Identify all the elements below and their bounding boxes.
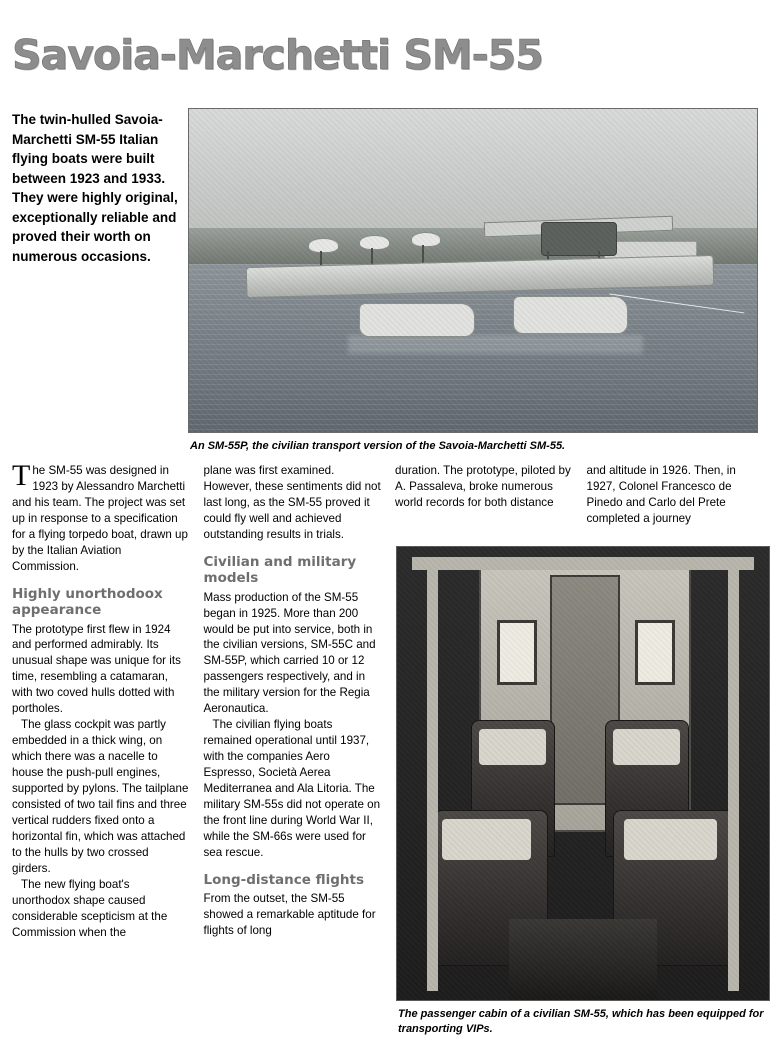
top-block [8,108,766,453]
hull-right [513,296,629,334]
paragraph-text: he SM-55 was designed in 1923 by Alessandro Marchetti and his team. The project was set up in response to a specification for a flying torpedo boat, drawn up by the Italian Aviation Commission. [12,464,188,574]
cabin-figure [396,546,772,1036]
page-title: Savoia-Marchetti SM-55 [12,31,543,80]
engine-nacelle [541,222,617,256]
cabin-frame-right [728,557,739,992]
drop-cap: T [12,459,31,493]
standfirst: The twin-hulled Savoia-Marchetti SM-55 Italian flying boats were built between 1923 and 1933. They were highly original, exceptionally reliable and proved their worth on numerous occasions. [12,111,178,264]
paragraph [12,459,190,575]
cabin-headrest-front-right [624,819,717,860]
paragraph: duration. The prototype, piloted by A. Passaleva, broke numerous world records for both distance [395,464,571,510]
cabin-floor [509,919,658,1001]
article-page [0,27,774,1051]
column-1 [12,459,190,941]
cabin-photo [396,546,770,1001]
paragraph: The new flying boat's unorthodox shape caused considerable scepticism at the Commission when the [12,878,168,940]
paragraph: From the outset, the SM-55 showed a remarkable aptitude for flights of long [203,892,376,938]
cabin-window-right [635,620,674,685]
cabin-headrest-front-left [442,819,531,860]
cabin-headrest-rear-left [479,729,546,765]
float-strut-3 [422,245,424,264]
cabin-window-left [497,620,536,685]
paragraph: and altitude in 1926. Then, in 1927, Colonel Francesco de Pinedo and Carlo del Prete completed a journey [586,464,736,526]
paragraph: Mass production of the SM-55 began in 1925. More than 200 would be put into service, both in the civilian versions, SM-55C and SM-55P, which carried 10 or 12 passengers respectively, and in the military version for the Regia Aeronautica. [203,590,376,716]
paragraph: The prototype first flew in 1924 and performed admirably. Its unusual shape was unique for its time, resembling a catamaran, with two coved hulls dotted with portholes. [12,622,181,716]
cabin-headrest-rear-right [613,729,680,765]
paragraph: plane was first examined. However, these sentiments did not last long, as the SM-55 proved it could fly well and achieved outstanding results in trials. [203,464,381,542]
hero-photo [188,108,758,433]
section-heading-highly-unorthodox: Highly unorthodoox appearance [12,586,163,619]
cabin-frame-left [427,557,438,992]
wing-float-2 [359,235,389,250]
paragraph: The civilian flying boats remained operational until 1937, with the companies Aero Espresso, Società Aerea Mediterranea and Ala Litoria. The military SM-55s did not operate on the front line during World War II, while the SM-66s were used for sea rescue. [203,718,381,860]
cabin-caption: The passenger cabin of a civilian SM-55, which has been equipped for transporting VIPs. [398,1008,764,1035]
section-heading-civilian-military: Civilian and military models [203,554,357,587]
water-reflection [348,335,643,354]
paragraph: The glass cockpit was partly embedded in a thick wing, on which there was a nacelle to house the push-pull engines, supported by pylons. The tailplane consisted of two tail fins and three vertical rudders fixed onto a horizontal fin, which was attached to the hulls by two crossed girders. [12,718,189,876]
wing-float-1 [308,238,338,253]
hero-figure [188,108,758,453]
section-heading-long-distance: Long-distance flights [203,872,365,889]
cabin-frame-top [412,557,754,571]
wing-float-3 [411,232,441,247]
hull-left [359,303,475,337]
hero-caption: An SM-55P, the civilian transport version of the Savoia-Marchetti SM-55. [190,439,566,452]
column-2 [204,463,382,941]
